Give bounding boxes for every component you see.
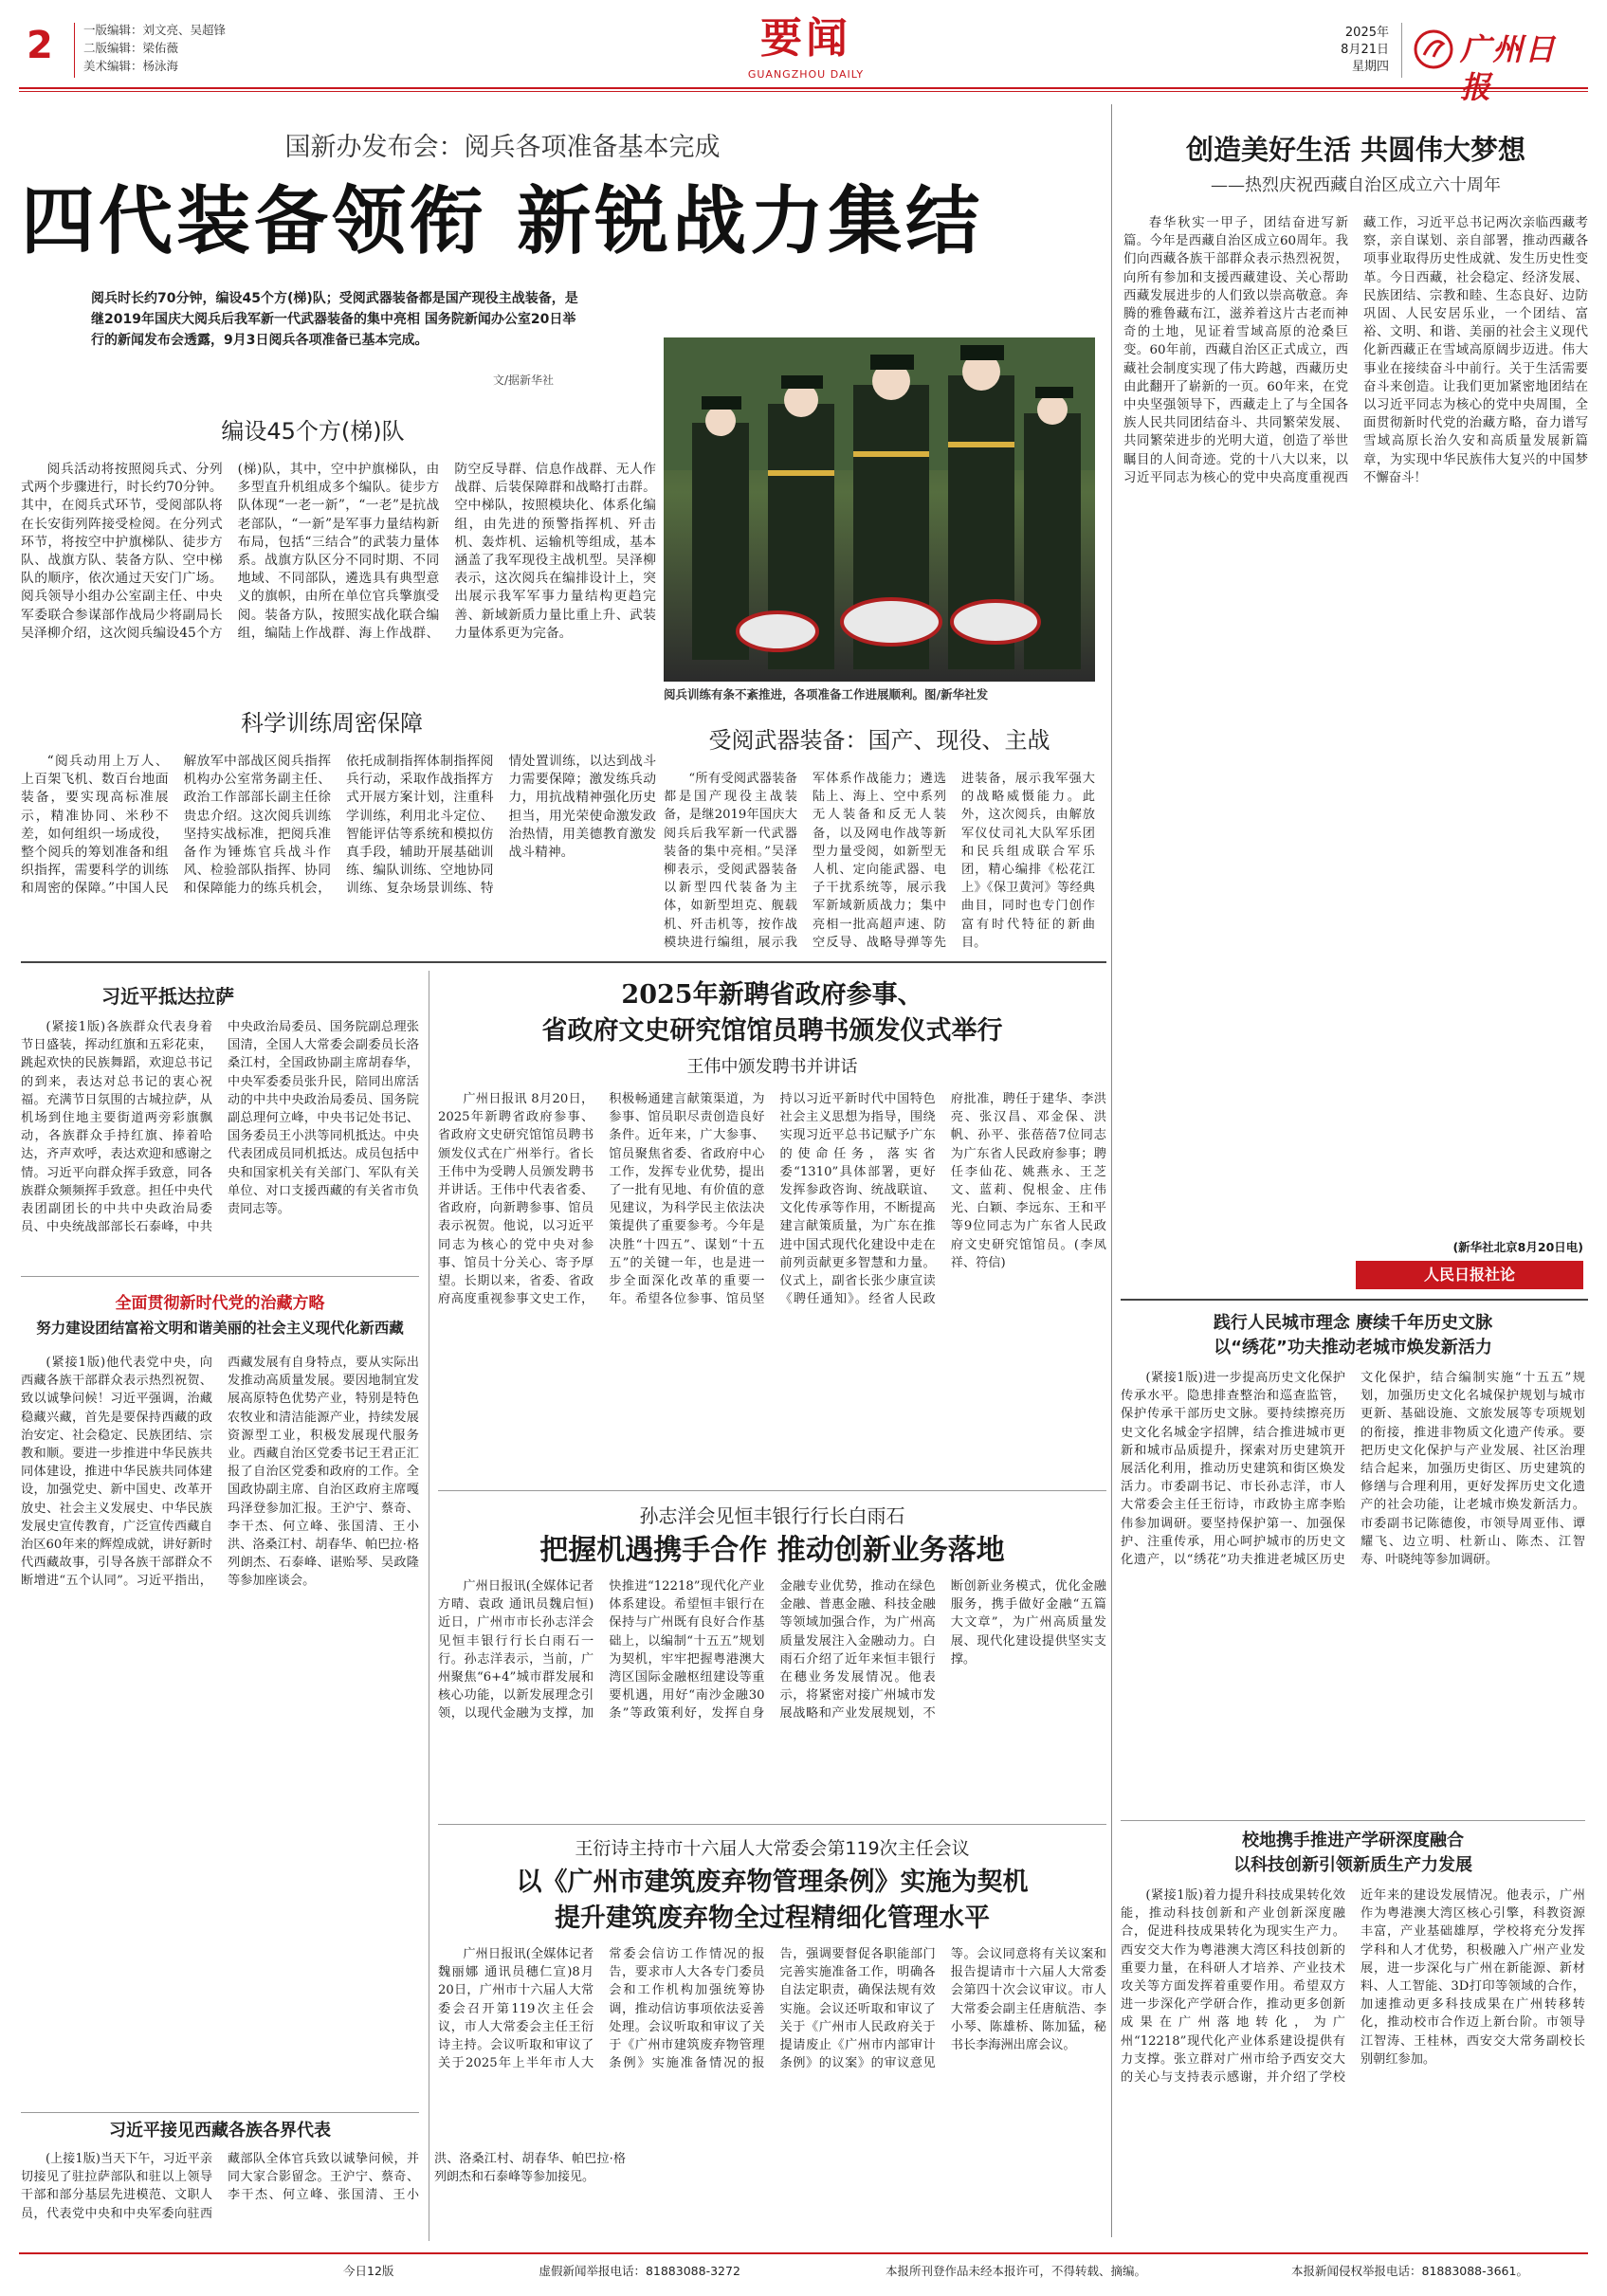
issue-date [1313,25,1389,76]
lead-summary: 阅兵时长约70分钟，编设45个方(梯)队；受阅武器装备都是国产现役主战装备，是继2019年国庆大阅兵后我军新一代武器装备的集中亮相 国务院新闻办公室20日举行的新闻发布会透露，9月3日阅兵各项准备已基本完成。 [91,291,578,348]
subhead-formations: 编设45个方(梯)队 [221,418,405,445]
lead-photo [664,337,1095,682]
masthead-logo [1413,28,1583,70]
governance-body [21,1354,419,2105]
meeting-body [21,2150,626,2237]
footer-hotline-false-news: 虚假新闻举报电话：81883088-3272 [539,2264,740,2278]
advisors-subtitle: 王伟中颁发聘书并讲话 [686,1057,858,1077]
bank-title: 把握机遇携手合作 推动创新业务落地 [539,1534,1005,1567]
editor-line: 美术编辑：杨泳海 [83,59,179,73]
footer-bar [21,2262,1585,2279]
heritage-body [1121,1369,1585,1777]
editor-line: 一版编辑：刘文亮、吴超锋 [83,23,227,37]
waste-title: 以《广州市建筑废弃物管理条例》实施为契机 [516,1868,1029,1897]
editorial-source: (新华社北京8月20日电) [1452,1240,1583,1254]
formations-body [21,461,656,696]
editorial-subtitle: ——热烈庆祝西藏自治区成立六十周年 [1211,175,1501,195]
photo-caption: 阅兵训练有条不紊推进，各项准备工作进展顺利。图/新华社发 [664,687,989,702]
parade-photo-graphic [664,337,1095,682]
paragraph: 春华秋实一甲子，团结奋进写新篇。今年是西藏自治区成立60周年。我们向西藏各族干部群众表示热烈祝贺，向所有参加和支援西藏建设、关心帮助西藏发展进步的人们致以崇高敬意。奔腾的雅鲁藏布江，滋养着这片古老而神奇的土地，见证着雪域高原的沧桑巨变。60年前，西藏自治区正式成立，西藏社会制度实现了伟大跨越，西藏历史由此翻开了崭新的一页。60年来，在党中央坚强领导下，西藏走上了与全国各族人民共同团结奋斗、共同繁荣发展、共同繁荣进步的光明大道，创造了举世瞩目的人间奇迹。党的十八大以来，以习近平同志为核心的党中央高度重视西藏工作，习近平总书记两次亲临西藏考察，亲自谋划、亲自部署，推动西藏各项事业取得历史性成就、发生历史性变革。今日西藏，社会稳定、经济发展、民族团结、宗教和睦、生态良好、边防巩固、人民安居乐业，一个团结、富裕、文明、和谐、美丽的社会主义现代化新西藏正在雪域高原阔步迈进。伟大事业在接续奋斗中前行。关于生活需要奋斗来创造。让我们更加紧密地团结在以习近平同志为核心的党中央周围，全面贯彻新时代党的治藏方略，奋力谱写雪域高原长治久安和高质量发展新篇章，为实现中华民族伟大复兴的中国梦不懈奋斗！ [1123,216,1588,485]
advisors-title-line2: 省政府文史研究馆馆员聘书颁发仪式举行 [541,1016,1003,1046]
waste-body [438,1945,1106,2237]
lhasa-body [21,1018,419,1266]
section-title: 要闻 [760,14,851,63]
editorial-title: 创造美好生活 共圆伟大梦想 [1185,134,1526,166]
school-subtitle: 以科技创新引领新质生产力发展 [1233,1855,1472,1875]
footer-pages: 今日12版 [343,2264,394,2278]
training-body [21,753,656,954]
paragraph: “阅兵动用上万人、上百架飞机、数百台地面装备，要实现高标准展示，精准协同、米秒不差，如何组织一场成役，整个阅兵的筹划准备和组织指挥，需要科学的训练和周密的保障。”中国人民解放军中部战区阅兵指挥机构办公室常务副主任、政治工作部部长副主任徐贵忠介绍。这次阅兵训练坚持实战标准，把阅兵准备作为锤炼官兵战斗作风、检验部队指挥、协同和保障能力的练兵机会，依托成制指挥体制指挥阅兵行动，采取作战指挥方式开展方案计划，注重科学训练，利用北斗定位、智能评估等系统和模拟仿真手段，辅助开展基础训练、编队训练、空地协同训练、复杂场景训练、特情处置训练，以达到战斗力需要保障；激发练兵动力，用抗战精神强化历史担当，用光荣使命激发政治热情，用美德教育激发战斗精神。 [21,754,656,897]
advisors-body [438,1090,1106,1483]
bank-kicker: 孙志洋会见恒丰银行行长白雨石 [639,1504,905,1527]
footer-copyright-notice: 本报所刊登作品未经本报许可，不得转载、摘编。 [885,2264,1146,2278]
lhasa-title: 习近平抵达拉萨 [101,985,234,1008]
paragraph: (紧接1版)他代表党中央，向西藏各族干部群众表示热烈祝贺、致以诚挚问候！习近平强调，治藏稳藏兴藏，首先是要保持西藏的政治安定、社会稳定、民族团结、宗教和顺。要进一步推进中华民族共同体建设，推进中华民族共同体建设，加强党史、新中国史、改革开放史、社会主义发展史、中华民族发展史宣传教育，广泛宣传西藏自治区60年来的辉煌成就，讲好新时代西藏故事，引导各族干部群众不断增进“五个认同”。习近平指出，西藏发展有自身特点，要从实际出发推动高质量发展。要因地制宜发展高原特色优势产业，特别是特色农牧业和清洁能源产业，持续发展资源型工业，积极发展现代服务业。西藏自治区党委书记王君正汇报了自治区党委和政府的工作。全国政协副主席、自治区政府主席嘎玛泽登参加汇报。王沪宁、蔡奇、李干杰、何立峰、张国清、王小洪、洛桑江村、胡春华、帕巴拉·格列朗杰、石泰峰、谌贻琴、吴政隆等参加座谈会。 [21,1356,420,1589]
lead-kicker: 国新办发布会：阅兵各项准备基本完成 [284,133,721,162]
editor-line: 二版编辑：梁佑薇 [83,41,179,55]
editorial-label: 人民日报社论 [1356,1261,1583,1289]
bank-body [438,1577,1106,1816]
date-year: 2025年 [1344,26,1389,40]
paragraph: (上接1版)当天下午，习近平亲切接见了驻拉萨部队和驻以上领导干部和部分基层先进模范、文职人员，代表党中央和中央军委向驻西藏部队全体官兵致以诚挚问候，并同大家合影留念。王沪宁、蔡奇、李干杰、何立峰、张国清、王小洪、洛桑江村、胡春华、帕巴拉·格列朗杰和石泰峰等参加接见。 [21,2152,626,2221]
weapons-body [664,770,1095,956]
lead-headline: 四代装备领衔 新锐战力集结 [21,178,984,264]
paragraph: (紧接1版)着力提升科技成果转化效能，推动科技创新和产业创新深度融合，促进科技成果转化为现实生产力。西安交大作为粤港澳大湾区科技创新的重要力量，在科研人才培养、产业技术攻关等方面发挥着重要作用。希望双方进一步深化产学研合作，推动更多创新成果在广州落地转化，为广州“12218”现代化产业体系建设提供有力支撑。张立群对广州市给予西安交大的关心与支持表示感谢，并介绍了学校近年来的建设发展情况。他表示，广州作为粤港澳大湾区核心引擎，科教资源丰富，产业基础雄厚，学校将充分发挥学科和人才优势，积极融入广州产业发展，进一步深化与广州在新能源、新材料、人工智能、3D打印等领域的合作，加速推动更多科技成果在广州转移转化，推动校市合作迈上新台阶。市领导江智涛、王桂林，西安交大常务副校长别朝红参加。 [1121,1888,1585,2086]
paragraph: (紧接1版)各族群众代表身着节日盛装，挥动红旗和五彩花束，跳起欢快的民族舞蹈，欢迎总书记的到来，表达对总书记的衷心祝福。充满节日氛围的古城拉萨，从机场到住地主要街道两旁彩旗飘动，各族群众手持红旗、捧着哈达，齐声欢呼，表达欢迎和感谢之情。习近平向群众挥手致意，同各族群众频频挥手致意。担任中央代表团副团长的中共中央政治局委员、中央统战部部长石泰峰，中共中央政治局委员、国务院副总理张国清，全国人大常委会副委员长洛桑江村，全国政协副主席胡春华，中央军委委员张升民，陪同出席活动的中共中央政治局委员、国务院副总理何立峰，中央书记处书记、国务委员王小洪等同机抵达。中央代表团成员同机抵达。成员包括中央和国家机关有关部门、军队有关单位、对口支援西藏的有关省市负责同志等。 [21,1020,419,1235]
waste-title-line2: 提升建筑废弃物全过程精细化管理水平 [555,1904,990,1933]
editor-credits [83,21,226,75]
waste-kicker: 王衍诗主持市十六届人大常委会第119次主任会议 [575,1838,970,1859]
lead-byline: 文/据新华社 [493,374,555,387]
meeting-title: 习近平接见西藏各族各界代表 [109,2121,331,2141]
paragraph: 阅兵活动将按照阅兵式、分列式两个步骤进行，时长约70分钟。其中，在阅兵式环节，受阅部队将在长安街列阵接受检阅。在分列式环节，将按空中护旗梯队、徒步方队、战旗方队、装备方队、空中梯队的顺序，依次通过天安门广场。阅兵领导小组办公室副主任、中央军委联合参谋部作战局少将副局长吴泽柳介绍，这次阅兵编设45个方(梯)队，其中，空中护旗梯队，由多型直升机组成多个编队。徒步方队体现“一老一新”，“一老”是抗战老部队，“一新”是军事力量结构新布局，包括“三结合”的武装力量体系。战旗方队区分不同时期、不同地域、不同部队，遴选具有典型意义的旗帜，由所在单位官兵擎旗受阅。装备方队，按照实战化联合编组，编陆上作战群、海上作战群、防空反导群、信息作战群、无人作战群、后装保障群和战略打击群。空中梯队，按照模块化、体系化编组，由先进的预警指挥机、歼击机、轰炸机、运输机等组成，基本涵盖了我军现役主战机型。吴泽柳表示，这次阅兵在编排设计上，突出展示我军军事力量结构更趋完善、新域新质力量比重上升、武装力量体系更为完备。 [21,462,656,641]
school-body [1121,1886,1585,2237]
date-weekday: 星期四 [1351,60,1389,74]
date-monthday: 8月21日 [1341,43,1389,57]
masthead-name: 广州日 [1460,31,1558,67]
subhead-weapons: 受阅武器装备：国产、现役、主战 [708,727,1050,754]
governance-subtitle: 努力建设团结富裕文明和谐美丽的社会主义现代化新西藏 [36,1320,404,1337]
heritage-title: 践行人民城市理念 赓续千年历史文脉 [1213,1313,1493,1333]
school-title: 校地携手推进产学研深度融合 [1242,1831,1464,1850]
heritage-subtitle: 以“绣花”功夫推动老城市焕发新活力 [1214,1338,1492,1358]
editorial-body [1123,214,1588,1234]
page-number: 2 [27,24,53,67]
paragraph: “所有受阅武器装备都是国产现役主战装备，是继2019年国庆大阅兵后我军新一代武器装备的集中亮相。”吴泽柳表示，受阅武器装备以新型四代装备为主体，如新型坦克、舰载机、歼击机等，按作战模块进行编组，展示我军体系作战能力；遴选陆上、海上、空中系列无人装备和反无人装备，以及网电作战等新型力量受阅，如新型无人机、定向能武器、电子干扰系统等，展示我军新域新质战力；集中亮相一批高超声速、防空反导、战略导弹等先进装备，展示我军强大的战略威慑能力。此外，这次阅兵，由解放军仪仗司礼大队军乐团和民兵组成联合军乐团，精心编排《松花江上》《保卫黄河》等经典曲目，同时也专门创作富有时代特征的新曲目。 [664,772,1095,950]
logo-emblem-icon [1413,28,1454,70]
subhead-training: 科学训练周密保障 [241,710,423,737]
footer-hotline-infringement: 本报新闻侵权举报电话：81883088-3661。 [1291,2264,1528,2278]
paragraph: 广州日报讯 8月20日，2025年新聘省政府参事、省政府文史研究馆馆员聘书颁发仪式在广州举行。省长王伟中为受聘人员颁发聘书并讲话。王伟中代表省委、省政府，向新聘参事、馆员表示祝贺。他说，以习近平同志为核心的党中央对参事、馆员十分关心、寄予厚望。长期以来，省委、省政府高度重视参事文史工作，积极畅通建言献策渠道，为参事、馆员职尽责创造良好条件。近年来，广大参事、馆员聚焦省委、省政府中心工作，发挥专业优势，提出了一批有见地、有价值的意见建议，为科学民主依法决策提供了重要参考。今年是决胜“十四五”、谋划“十五五”的关键一年，也是进一步全面深化改革的重要一年。希望各位参事、馆员坚持以习近平新时代中国特色社会主义思想为指导，围绕实现习近平总书记赋予广东的使命任务，落实省委“1310”具体部署，更好发挥参政咨询、统战联谊、文化传承等作用，不断提高建言献策质量，为广东在推进中国式现代化建设中走在前列贡献更多智慧和力量。仪式上，副省长张少康宣读《聘任通知》。经省人民政府批准，聘任于建华、李洪亮、张汉昌、邓金保、洪帆、孙平、张蓓蓓7位同志为广东省人民政府参事；聘任李仙花、姚燕永、王芝文、蓝莉、倪根金、庄伟光、白颖、李远东、王和平等9位同志为广东省人民政府文史研究馆馆员。(李凤祥、符信) [438,1092,1106,1307]
section-english: GUANGZHOU DAILY [747,68,865,81]
governance-title: 全面贯彻新时代党的治藏方略 [115,1294,325,1313]
advisors-title: 2025年新聘省政府参事、 [621,980,923,1010]
paragraph: 广州日报讯(全媒体记者魏丽娜 通讯员穗仁宣)8月20日，广州市十六届人大常委会召开第119次主任会议，市人大常委会主任王衍诗主持。会议听取和审议了关于2025年上半年市人大常委会信访工作情况的报告，要求市人大各专门委员会和工作机构加强统筹协调，推动信访事项依法妥善处理。会议听取和审议了关于《广州市建筑废弃物管理条例》实施准备情况的报告，强调要督促各职能部门完善实施准备工作，明确各自法定职责，确保法规有效实施。会议还听取和审议了关于《广州市人民政府关于提请废止《广州市内部审计条例》的议案》的审议意见等。会议同意将有关议案和报告提请市十六届人大常委会第四十次会议审议。市人大常委会副主任唐航浩、李小琴、陈雄桥、陈加猛，秘书长李海洲出席会议。 [438,1947,1106,2071]
paragraph: (紧接1版)进一步提高历史文化保护传承水平。隐患排查整治和巡查监管，保护传承干部历史文脉。要持续擦亮历史文化名城金字招牌，结合推进城市更新和城市品质提升，探索对历史建筑开展活化利用，推动历史建筑和街区焕发活力。市委副书记、市长孙志洋，市人大常委会主任王衍诗，市政协主席李贻伟参加调研。要坚持保护第一、加强保护、注重传承，用心呵护城市的历史文化遗产，以“绣花”功夫推进老城区历史文化保护，结合编制实施“十五五”规划，加强历史文化名城保护规划与城市更新、基础设施、文旅发展等专项规划的衔接，推进非物质文化遗产传承。要把历史文化保护与产业发展、社区治理结合起来，加强历史街区、历史建筑的修缮与合理利用，更好发挥历史文化遗产的社会功能，让老城市焕发新活力。市委副书记陈德俊，市领导周亚伟、谭耀飞、边立明、杜新山、陈杰、江智寿、叶晓纯等参加调研。 [1121,1371,1585,1568]
paragraph: 广州日报讯(全媒体记者方晴、袁政 通讯员魏启恒)近日，广州市市长孙志洋会见恒丰银行行长白雨石一行。孙志洋表示，当前，广州聚焦“6+4”城市群发展和核心功能，以新发展理念引领，以现代金融为支撑，加快推进“12218”现代化产业体系建设。希望恒丰银行在保持与广州既有良好合作基础上，以编制“十五五”规划为契机，牢牢把握粤港澳大湾区国际金融枢纽建设等重要机遇，用好“南沙金融30条”等政策利好，发挥自身金融专业优势，推动在绿色金融、普惠金融、科技金融等领域加强合作，为广州高质量发展注入金融动力。白雨石介绍了近年来恒丰银行在穗业务发展情况。他表示，将紧密对接广州城市发展战略和产业发展规划，不断创新业务模式，优化金融服务，携手做好金融“五篇大文章”，为广州高质量发展、现代化建设提供坚实支撑。 [438,1579,1106,1722]
